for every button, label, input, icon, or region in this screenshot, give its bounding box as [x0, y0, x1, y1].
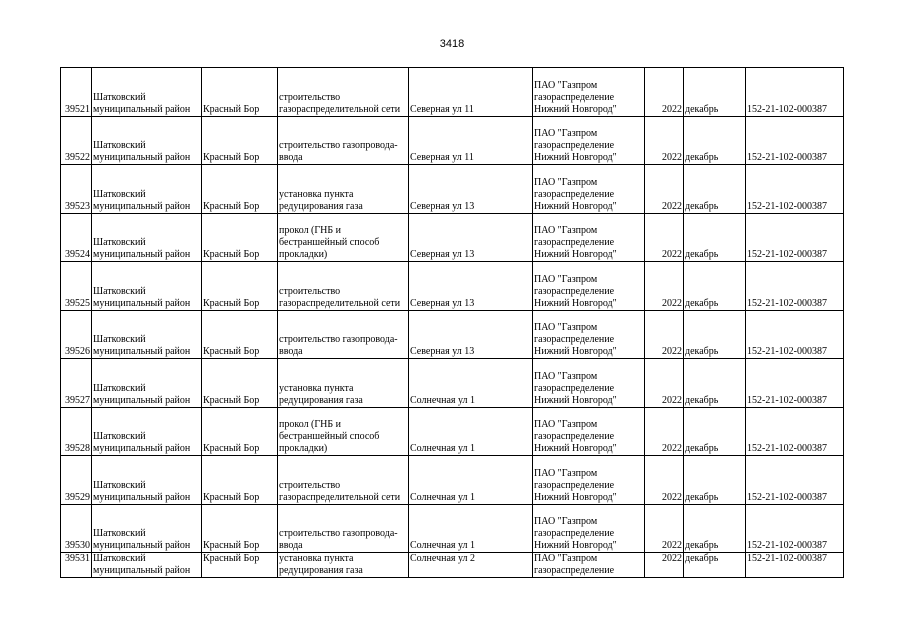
- work-type-cell-line: строительство: [279, 479, 341, 491]
- organization-cell-line: Нижний Новгород": [534, 152, 617, 163]
- locality-cell: Красный Бор: [202, 213, 278, 262]
- address-cell: Северная ул 11: [409, 116, 533, 165]
- work-type-cell-line: редуцирования газа: [279, 565, 363, 576]
- year-cell: 2022: [645, 68, 684, 117]
- district-cell-line: муниципальный район: [93, 346, 191, 357]
- year-cell: 2022: [645, 116, 684, 165]
- locality-cell: Красный Бор: [202, 456, 278, 505]
- locality-cell: Красный Бор: [202, 310, 278, 359]
- year-cell: 2022: [645, 165, 684, 214]
- table-row: [61, 553, 844, 578]
- record-number-cell: 39529: [61, 456, 92, 505]
- record-number-cell: 39527: [61, 359, 92, 408]
- table-row: [61, 262, 844, 311]
- organization-cell-line: газораспределение: [534, 91, 615, 103]
- month-cell: декабрь: [684, 310, 746, 359]
- organization-cell-line: Нижний Новгород": [534, 200, 617, 212]
- table-body: [61, 68, 844, 578]
- organization-cell-line: газораспределение: [534, 479, 615, 491]
- table-row: [61, 213, 844, 262]
- organization-cell-line: газораспределение: [534, 188, 615, 200]
- address-cell: Солнечная ул 1: [409, 504, 533, 553]
- organization-cell-line: Нижний Новгород": [534, 103, 617, 115]
- work-type-cell-line: газораспределительной сети: [279, 297, 401, 309]
- organization-cell-line: ПАО "Газпром: [534, 322, 598, 333]
- year-cell: 2022: [645, 456, 684, 505]
- registry-code-cell: 152-21-102-000387: [746, 165, 844, 214]
- district-cell-line: Шатковский: [93, 382, 146, 394]
- organization-cell-line: Нижний Новгород": [534, 394, 617, 406]
- district-cell-line: муниципальный район: [93, 152, 191, 163]
- organization-cell-line: ПАО "Газпром: [534, 553, 598, 564]
- district-cell-line: Шатковский: [93, 140, 146, 151]
- work-type-cell-line: ввода: [279, 540, 303, 551]
- locality-cell: Красный Бор: [202, 504, 278, 553]
- work-type-cell-line: бестраншейный способ: [279, 431, 380, 442]
- month-cell: декабрь: [684, 553, 746, 578]
- organization-cell: [533, 116, 645, 165]
- registry-code-cell: 152-21-102-000387: [746, 68, 844, 117]
- organization-cell: [533, 407, 645, 456]
- record-number-cell: 39522: [61, 116, 92, 165]
- district-cell-line: муниципальный район: [93, 491, 191, 503]
- organization-cell-line: Нижний Новгород": [534, 443, 617, 454]
- record-number-cell: 39525: [61, 262, 92, 311]
- district-cell-line: муниципальный район: [93, 565, 191, 576]
- table-row: [61, 504, 844, 553]
- work-type-cell-line: газораспределительной сети: [279, 103, 401, 115]
- district-cell: [92, 116, 202, 165]
- locality-cell: Красный Бор: [202, 359, 278, 408]
- work-type-cell: [278, 504, 409, 553]
- district-cell-line: муниципальный район: [93, 200, 191, 212]
- address-cell: Северная ул 11: [409, 68, 533, 117]
- locality-cell: Красный Бор: [202, 116, 278, 165]
- organization-cell-line: Нижний Новгород": [534, 249, 617, 260]
- organization-cell: [533, 359, 645, 408]
- work-type-cell-line: строительство: [279, 285, 341, 297]
- year-cell: 2022: [645, 359, 684, 408]
- district-cell: [92, 262, 202, 311]
- work-type-cell-line: ввода: [279, 152, 303, 163]
- district-cell-line: Шатковский: [93, 334, 146, 345]
- work-type-cell: [278, 553, 409, 578]
- district-cell-line: Шатковский: [93, 237, 146, 248]
- registry-code-cell: 152-21-102-000387: [746, 359, 844, 408]
- organization-cell-line: ПАО "Газпром: [534, 370, 598, 382]
- organization-cell-line: газораспределение: [534, 285, 615, 297]
- work-type-cell-line: прокол (ГНБ и: [279, 419, 341, 430]
- district-cell-line: муниципальный район: [93, 443, 191, 454]
- organization-cell: [533, 456, 645, 505]
- work-type-cell-line: бестраншейный способ: [279, 237, 380, 248]
- work-type-cell: [278, 310, 409, 359]
- address-cell: Солнечная ул 1: [409, 359, 533, 408]
- address-cell: Северная ул 13: [409, 213, 533, 262]
- work-type-cell: [278, 213, 409, 262]
- address-cell: Северная ул 13: [409, 262, 533, 311]
- organization-cell-line: Нижний Новгород": [534, 540, 617, 551]
- month-cell: декабрь: [684, 504, 746, 553]
- address-cell: Северная ул 13: [409, 310, 533, 359]
- district-cell-line: Шатковский: [93, 528, 146, 539]
- work-type-cell-line: редуцирования газа: [279, 394, 363, 406]
- district-cell-line: Шатковский: [93, 285, 146, 297]
- month-cell: декабрь: [684, 359, 746, 408]
- year-cell: 2022: [645, 262, 684, 311]
- work-type-cell-line: строительство: [279, 91, 341, 103]
- month-cell: декабрь: [684, 68, 746, 117]
- district-cell-line: Шатковский: [93, 479, 146, 491]
- table-row: [61, 116, 844, 165]
- organization-cell-line: Нижний Новгород": [534, 297, 617, 309]
- district-cell: [92, 165, 202, 214]
- registry-code-cell: 152-21-102-000387: [746, 262, 844, 311]
- work-type-cell-line: прокладки): [279, 443, 328, 454]
- locality-cell: Красный Бор: [202, 165, 278, 214]
- table-row: [61, 310, 844, 359]
- organization-cell-line: ПАО "Газпром: [534, 467, 598, 479]
- record-number-cell: 39528: [61, 407, 92, 456]
- district-cell-line: Шатковский: [93, 553, 146, 564]
- work-type-cell: [278, 407, 409, 456]
- district-cell-line: муниципальный район: [93, 249, 191, 260]
- address-cell: Солнечная ул 2: [409, 553, 533, 578]
- district-cell-line: муниципальный район: [93, 103, 191, 115]
- month-cell: декабрь: [684, 213, 746, 262]
- address-cell: Северная ул 13: [409, 165, 533, 214]
- year-cell: 2022: [645, 504, 684, 553]
- month-cell: декабрь: [684, 116, 746, 165]
- organization-cell-line: ПАО "Газпром: [534, 273, 598, 285]
- registry-code-cell: 152-21-102-000387: [746, 213, 844, 262]
- month-cell: декабрь: [684, 165, 746, 214]
- registry-code-cell: 152-21-102-000387: [746, 310, 844, 359]
- organization-cell-line: газораспределение: [534, 140, 615, 151]
- month-cell: декабрь: [684, 407, 746, 456]
- organization-cell: [533, 213, 645, 262]
- organization-cell-line: Нижний Новгород": [534, 491, 617, 503]
- registry-code-cell: 152-21-102-000387: [746, 504, 844, 553]
- year-cell: 2022: [645, 310, 684, 359]
- district-cell-line: муниципальный район: [93, 540, 191, 551]
- district-cell-line: Шатковский: [93, 431, 146, 442]
- registry-code-cell: 152-21-102-000387: [746, 116, 844, 165]
- registry-code-cell: 152-21-102-000387: [746, 407, 844, 456]
- work-type-cell-line: прокладки): [279, 249, 328, 260]
- work-type-cell-line: установка пункта: [279, 188, 354, 200]
- organization-cell-line: газораспределение: [534, 565, 615, 576]
- organization-cell-line: ПАО "Газпром: [534, 225, 598, 236]
- page-number: 3418: [439, 38, 465, 50]
- work-type-cell-line: установка пункта: [279, 553, 354, 564]
- record-number-cell: 39521: [61, 68, 92, 117]
- year-cell: 2022: [645, 553, 684, 578]
- organization-cell-line: ПАО "Газпром: [534, 128, 598, 139]
- record-number-cell: 39530: [61, 504, 92, 553]
- organization-cell: [533, 165, 645, 214]
- work-type-cell-line: редуцирования газа: [279, 200, 363, 212]
- organization-cell: [533, 504, 645, 553]
- district-cell: [92, 553, 202, 578]
- address-cell: Солнечная ул 1: [409, 456, 533, 505]
- district-cell: [92, 213, 202, 262]
- record-number-cell: 39531: [61, 553, 92, 578]
- table-row: [61, 407, 844, 456]
- table-row: [61, 359, 844, 408]
- district-cell: [92, 504, 202, 553]
- district-cell-line: Шатковский: [93, 91, 146, 103]
- registry-code-cell: 152-21-102-000387: [746, 456, 844, 505]
- organization-cell: [533, 68, 645, 117]
- organization-cell-line: Нижний Новгород": [534, 346, 617, 357]
- registry-code-cell: 152-21-102-000387: [746, 553, 844, 578]
- district-cell: [92, 456, 202, 505]
- organization-cell-line: газораспределение: [534, 382, 615, 394]
- year-cell: 2022: [645, 213, 684, 262]
- work-type-cell: [278, 116, 409, 165]
- work-type-cell: [278, 359, 409, 408]
- organization-cell: [533, 262, 645, 311]
- district-cell-line: Шатковский: [93, 188, 146, 200]
- district-cell-line: муниципальный район: [93, 297, 191, 309]
- work-type-cell-line: газораспределительной сети: [279, 491, 401, 503]
- work-type-cell: [278, 262, 409, 311]
- year-cell: 2022: [645, 407, 684, 456]
- work-type-cell-line: установка пункта: [279, 382, 354, 394]
- organization-cell-line: ПАО "Газпром: [534, 419, 598, 430]
- work-type-cell-line: строительство газопровода-: [279, 334, 398, 345]
- registry-table: [60, 67, 844, 578]
- table-row: [61, 165, 844, 214]
- organization-cell-line: ПАО "Газпром: [534, 176, 598, 188]
- record-number-cell: 39523: [61, 165, 92, 214]
- work-type-cell: [278, 68, 409, 117]
- organization-cell-line: газораспределение: [534, 528, 615, 539]
- locality-cell: Красный Бор: [202, 262, 278, 311]
- organization-cell-line: газораспределение: [534, 334, 615, 345]
- district-cell: [92, 407, 202, 456]
- locality-cell: Красный Бор: [202, 68, 278, 117]
- address-cell: Солнечная ул 1: [409, 407, 533, 456]
- work-type-cell-line: строительство газопровода-: [279, 140, 398, 151]
- organization-cell: [533, 553, 645, 578]
- organization-cell-line: газораспределение: [534, 237, 615, 248]
- month-cell: декабрь: [684, 262, 746, 311]
- work-type-cell: [278, 456, 409, 505]
- table-row: [61, 456, 844, 505]
- locality-cell: Красный Бор: [202, 553, 278, 578]
- organization-cell-line: газораспределение: [534, 431, 615, 442]
- work-type-cell-line: ввода: [279, 346, 303, 357]
- record-number-cell: 39526: [61, 310, 92, 359]
- work-type-cell-line: прокол (ГНБ и: [279, 225, 341, 236]
- district-cell: [92, 359, 202, 408]
- district-cell: [92, 68, 202, 117]
- organization-cell: [533, 310, 645, 359]
- organization-cell-line: ПАО "Газпром: [534, 516, 598, 527]
- district-cell: [92, 310, 202, 359]
- organization-cell-line: ПАО "Газпром: [534, 79, 598, 91]
- record-number-cell: 39524: [61, 213, 92, 262]
- month-cell: декабрь: [684, 456, 746, 505]
- work-type-cell: [278, 165, 409, 214]
- table-row: [61, 68, 844, 117]
- district-cell-line: муниципальный район: [93, 394, 191, 406]
- work-type-cell-line: строительство газопровода-: [279, 528, 398, 539]
- locality-cell: Красный Бор: [202, 407, 278, 456]
